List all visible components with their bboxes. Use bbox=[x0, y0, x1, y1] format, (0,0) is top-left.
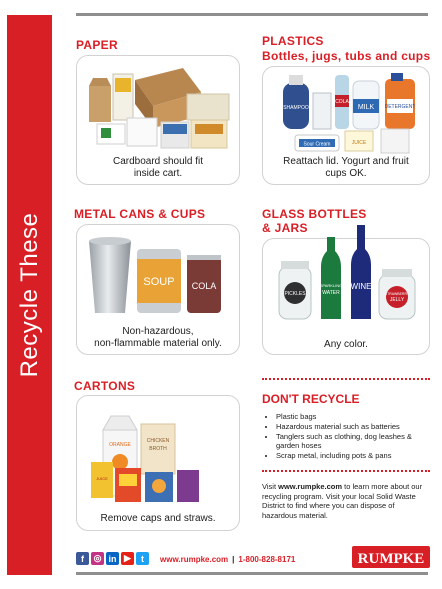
plastics-caption-line-2: cups OK. bbox=[325, 168, 367, 179]
linkedin-icon[interactable]: in bbox=[106, 552, 119, 565]
plastics-caption-line-1: Reattach lid. Yogurt and fruit bbox=[283, 156, 409, 167]
water-top-label: SPARKLING bbox=[319, 283, 343, 288]
plastics-card bbox=[262, 66, 430, 185]
dont-recycle-item: • Hazardous material such as batteries bbox=[276, 422, 430, 431]
visit-suffix: to learn more about our recycling program. Visit your local Solid Waste District to find where you can dispose of hazardous material. bbox=[262, 482, 423, 520]
jelly-top-label: STRAWBERRY bbox=[384, 292, 410, 296]
paper-caption-line-2: inside cart. bbox=[133, 168, 183, 179]
plastics-subtitle: Bottles, jugs, tubs and cups bbox=[262, 49, 431, 63]
paper-caption-line-1: Cardboard should fit bbox=[112, 156, 204, 167]
sour-cream-label: Sour Cream bbox=[303, 141, 331, 148]
metal-illustration bbox=[83, 235, 235, 317]
plastics-illustration bbox=[269, 69, 425, 157]
dont-recycle-panel bbox=[262, 378, 430, 520]
juice-box-label: JUICE bbox=[96, 476, 108, 481]
sidebar-title: Recycle These bbox=[15, 212, 43, 378]
metal-caption-line-2: non-flammable material only. bbox=[94, 338, 222, 349]
glass-title-line-1: GLASS BOTTLES bbox=[262, 207, 367, 221]
paper-title: PAPER bbox=[76, 38, 118, 52]
rumpke-logo bbox=[352, 544, 430, 570]
milk-label: MILK bbox=[357, 104, 375, 111]
wine-label: WINE bbox=[350, 282, 372, 291]
social-icons bbox=[76, 552, 149, 565]
footer-separator: | bbox=[232, 555, 235, 564]
youtube-icon[interactable]: ▶ bbox=[121, 552, 134, 565]
chicken-label: CHICKEN bbox=[146, 438, 170, 444]
dont-recycle-title: DON'T RECYCLE bbox=[262, 392, 360, 406]
metal-caption-line-1: Non-hazardous, bbox=[122, 326, 194, 337]
paper-illustration bbox=[83, 58, 235, 154]
glass-title-line-2: & JARS bbox=[262, 221, 308, 235]
cartons-caption: Remove caps and straws. bbox=[100, 513, 216, 524]
water-label: WATER bbox=[322, 290, 340, 296]
glass-card bbox=[262, 238, 430, 355]
pickles-label: PICKLES bbox=[284, 291, 306, 297]
cartons-title: CARTONS bbox=[74, 379, 136, 393]
shampoo-label: SHAMPOO bbox=[283, 105, 309, 111]
metal-card bbox=[76, 224, 240, 355]
sidebar-banner bbox=[7, 15, 52, 575]
cartons-illustration bbox=[83, 400, 235, 510]
footer-phone[interactable]: 1-800-828-8171 bbox=[238, 555, 296, 564]
paper-card bbox=[76, 55, 240, 185]
dont-recycle-list bbox=[262, 412, 430, 460]
metal-cola-label: COLA bbox=[191, 281, 217, 291]
jelly-label: JELLY bbox=[389, 297, 405, 303]
top-divider bbox=[76, 13, 428, 16]
dont-recycle-item: • Tanglers such as clothing, dog leashes & garden hoses bbox=[276, 432, 430, 450]
visit-note bbox=[262, 470, 430, 520]
dont-recycle-divider bbox=[262, 378, 430, 380]
rumpke-logo-text: RUMPKE bbox=[357, 551, 425, 567]
visit-prefix: Visit bbox=[262, 482, 279, 491]
soup-label: SOUP bbox=[143, 276, 175, 288]
footer-contact bbox=[160, 555, 295, 564]
bottom-divider bbox=[76, 572, 428, 575]
plastic-cola-label: COLA bbox=[335, 99, 349, 105]
plastics-title: PLASTICS bbox=[262, 34, 324, 48]
instagram-icon[interactable]: ◎ bbox=[91, 552, 104, 565]
juice-cup-label: JUICE bbox=[351, 140, 367, 146]
metal-title: METAL CANS & CUPS bbox=[74, 207, 206, 221]
glass-caption: Any color. bbox=[324, 339, 368, 350]
orange-label: ORANGE bbox=[109, 442, 131, 448]
glass-illustration bbox=[269, 225, 425, 337]
dont-recycle-item: • Scrap metal, including pots & pans bbox=[276, 451, 430, 460]
broth-label: BROTH bbox=[149, 446, 167, 452]
facebook-icon[interactable]: f bbox=[76, 552, 89, 565]
visit-url-link[interactable]: www.rumpke.com bbox=[278, 482, 343, 491]
detergent-label: DETERGENT bbox=[384, 104, 416, 110]
dont-recycle-item: • Plastic bags bbox=[276, 412, 430, 421]
twitter-icon[interactable]: t bbox=[136, 552, 149, 565]
footer-website-link[interactable]: www.rumpke.com bbox=[160, 555, 229, 564]
cartons-card bbox=[76, 395, 240, 531]
